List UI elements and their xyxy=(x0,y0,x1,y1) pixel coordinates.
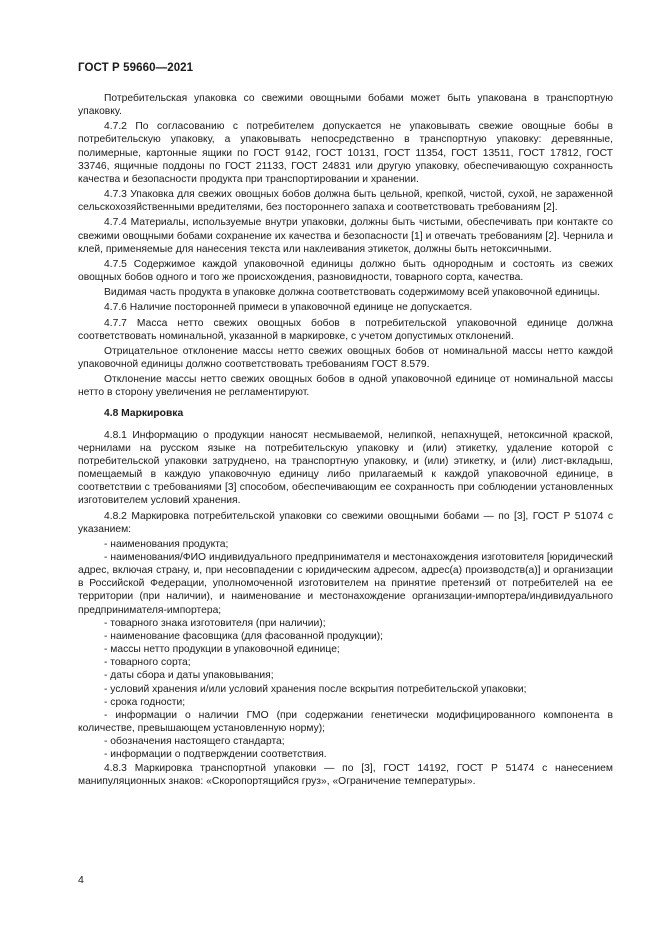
list-item: - массы нетто продукции в упаковочной единице; xyxy=(104,644,340,656)
paragraph-visible-part: Видимая часть продукта в упаковке должна соответствовать содержимому всей упаковочной единицы. xyxy=(104,287,600,299)
list-item: - условий хранения и/или условий хранения после вскрытия потребительской упаковки; xyxy=(104,683,527,695)
paragraph-positive-deviation: Отклонение массы нетто свежих овощных бобов в одной упаковочной единице от номинальной массы нетто в сторону увеличения не регламентируют. xyxy=(78,374,613,399)
list-item: - товарного знака изготовителя (при наличии); xyxy=(104,617,326,629)
list-item: - товарного сорта; xyxy=(104,657,191,669)
list-item: - наименования продукта; xyxy=(104,538,229,550)
paragraph-4-7-7: 4.7.7 Масса нетто свежих овощных бобов в потребительской упаковочной единице должна соответствовать номинальной, указанной в маркировке, с учетом допустимых отклонений. xyxy=(78,317,613,342)
document-body xyxy=(78,92,613,790)
paragraph-4-8-3: 4.8.3 Маркировка транспортной упаковки — по [3], ГОСТ 14192, ГОСТ Р 51474 с нанесением манипуляционных знаков: «Скоропортящийся груз», «Ограничение температуры». xyxy=(78,762,613,787)
paragraph-4-7-2: 4.7.2 По согласованию с потребителем допускается не упаковывать свежие овощные бобы в потребительскую упаковку, а упаковывать непосредственно в транспортную упаковку: деревянные, полимерные, картонные ящики по ГОСТ 9142, ГОСТ 10131, ГОСТ 11354, ГОСТ 13511, ГОСТ 17812, ГОСТ 33746, ящичные поддоны по ГОСТ 21133, ГОСТ 24831 или другую упаковку, обеспечивающую сохранность качества и безопасности продукта при транспортировании и хранении. xyxy=(78,121,613,185)
paragraph-consumer-packaging: Потребительская упаковка со свежими овощными бобами может быть упакована в транспортную упаковку. xyxy=(78,93,613,118)
list-item: - срока годности; xyxy=(104,696,186,708)
paragraph-4-7-3: 4.7.3 Упаковка для свежих овощных бобов должна быть цельной, крепкой, чистой, сухой, не зараженной сельскохозяйственными вредителями, без постороннего запаха и соответствовать требованиям [2]. xyxy=(78,189,613,214)
section-heading-marking: 4.8 Маркировка xyxy=(104,408,184,420)
list-item: - информации о наличии ГМО (при содержании генетически модифицированного компонента в количестве, превышающем установленную норму); xyxy=(78,709,613,735)
paragraph-4-7-6: 4.7.6 Наличие посторонней примеси в упаковочной единице не допускается. xyxy=(104,302,473,314)
list-item: - наименования/ФИО индивидуального предпринимателя и местонахождения изготовителя [юридический адрес, включая страну, и, при несовпадении с юридическим адресом, адрес(а) производств(а)] и организации в Российской Федерации, уполномоченной изготовителем на принятие претензий от потребителей на ее территории (при наличии), и наименование и местонахождение организации-импортера/индивидуального предпринимателя-импортера; xyxy=(78,552,613,616)
paragraph-4-8-2: 4.8.2 Маркировка потребительской упаковки со свежими овощными бобами — по [3], ГОСТ Р 51074 с указанием: xyxy=(78,510,613,535)
paragraph-4-8-1: 4.8.1 Информацию о продукции наносят несмываемой, нелипкой, непахнущей, нетоксичной краской, чернилами на русском языке на потребительскую упаковку и (или) этикетку, удаление которой с потребительской упаковки затруднено, на транспортную упаковку, и (или) этикетку, и (или) лист-вкладыш, помещаемый в каждую упаковочную единицу либо прилагаемый к каждой упаковочной единице, в соответствии с требованиями [3] способом, обеспечивающим ее сохранность при соблюдении установленных изготовителем условий хранения. xyxy=(78,429,613,507)
list-item: - даты сбора и даты упаковывания; xyxy=(104,670,274,682)
list-item: - обозначения настоящего стандарта; xyxy=(104,736,285,748)
list-item: - информации о подтверждении соответствия. xyxy=(104,749,327,761)
list-item: - наименование фасовщика (для фасованной продукции); xyxy=(104,630,384,642)
paragraph-4-7-4: 4.7.4 Материалы, используемые внутри упаковки, должны быть чистыми, обеспечивать при контакте со свежими овощными бобами сохранение их качества и безопасности [1] и отвечать требованиям [2]. Чернила и клей, применяемые для нанесения текста или наклеивания этикеток, должны быть нетоксичными. xyxy=(78,217,613,255)
marking-list xyxy=(78,538,613,762)
document-header: ГОСТ Р 59660—2021 xyxy=(78,62,194,74)
paragraph-negative-deviation: Отрицательное отклонение массы нетто свежих овощных бобов от номинальной массы нетто каждой упаковочной единицы должно соответствовать требованиям ГОСТ 8.579. xyxy=(78,345,613,370)
page-number: 4 xyxy=(78,874,84,886)
paragraph-4-7-5: 4.7.5 Содержимое каждой упаковочной единицы должно быть однородным и состоять из свежих овощных бобов одного и того же происхождения, разновидности, товарного сорта, качества. xyxy=(78,258,613,284)
